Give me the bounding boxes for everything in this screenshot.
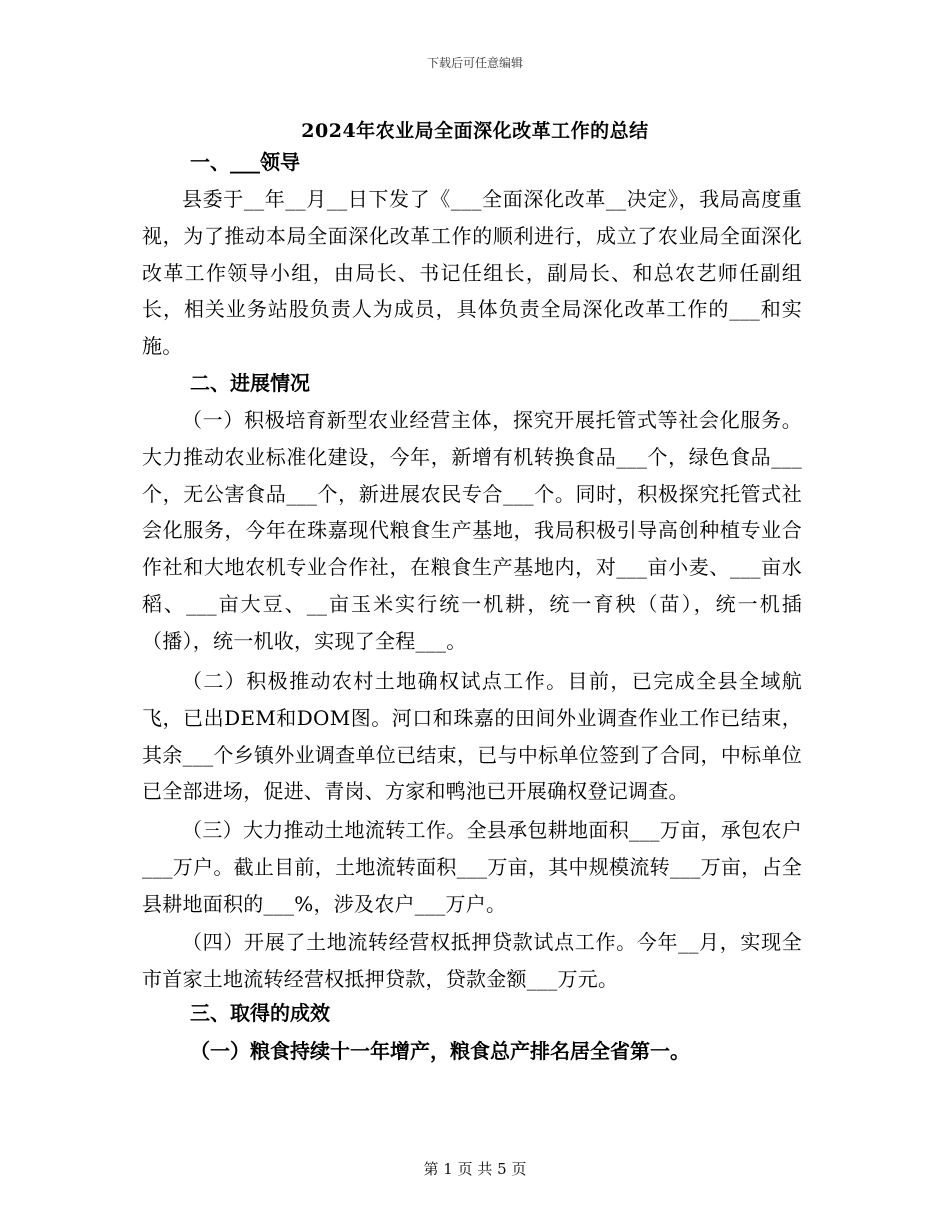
paragraph-leadership: 县委于__年__月__日下发了《___全面深化改革__决定》，我局高度重视，为了推动本局全面深化改革工作的顺利进行，成立了农业局全面深化改革工作领导小组，由局长、书记任组长，副局长、和总农艺师任副组长，相关业务站股负责人为成员，具体负责全局深化改革工作的___和实施。 [142, 187, 802, 359]
document-title: 2024年农业局全面深化改革工作的总结 [301, 120, 649, 142]
paragraph-progress-4: （四）开展了土地流转经营权抵押贷款试点工作。今年__月，实现全市首家土地流转经营权抵押贷款，贷款金额___万元。 [142, 930, 802, 991]
paragraph-progress-2: （二）积极推动农村土地确权试点工作。目前，已完成全县全域航飞，已出DEM和DOM图。河口和珠嘉的田间外业调查作业工作已结束，其余___个乡镇外业调查单位已结束，已与中标单位签到了合同，中标单位已全部进场，促进、青岗、方家和鸭池已开展确权登记调查。 [142, 669, 802, 804]
subheading-grain-output: （一）粮食持续十一年增产，粮食总产排名居全省第一。 [190, 1039, 690, 1063]
section-heading-leadership: 一、___领导 [190, 150, 300, 174]
paragraph-progress-3: （三）大力推动土地流转工作。全县承包耕地面积___万亩，承包农户___万户。截止目前，土地流转面积___万亩，其中规模流转___万亩，占全县耕地面积的___%，涉及农户___万户。 [142, 818, 802, 916]
section-heading-results: 三、取得的成效 [190, 1001, 330, 1025]
paragraph-progress-1: （一）积极培育新型农业经营主体，探究开展托管式等社会化服务。大力推动农业标准化建设，今年，新增有机转换食品___个，绿色食品___个，无公害食品___个，新进展农民专合___个。同时，积极探究托管式社会化服务，今年在珠嘉现代粮食生产基地，我局积极引导高创种植专业合作社和大地农机专业合作社，在粮食生产基地内，对___亩小麦、___亩水稻、___亩大豆、__亩玉米实行统一机耕，统一育秧（苗），统一机插（播），统一机收，实现了全程___。 [142, 408, 802, 653]
section-heading-progress: 二、进展情况 [190, 371, 310, 395]
page-number-footer: 第 1 页 共 5 页 [423, 1160, 527, 1178]
header-note: 下载后可任意编辑 [426, 56, 523, 70]
